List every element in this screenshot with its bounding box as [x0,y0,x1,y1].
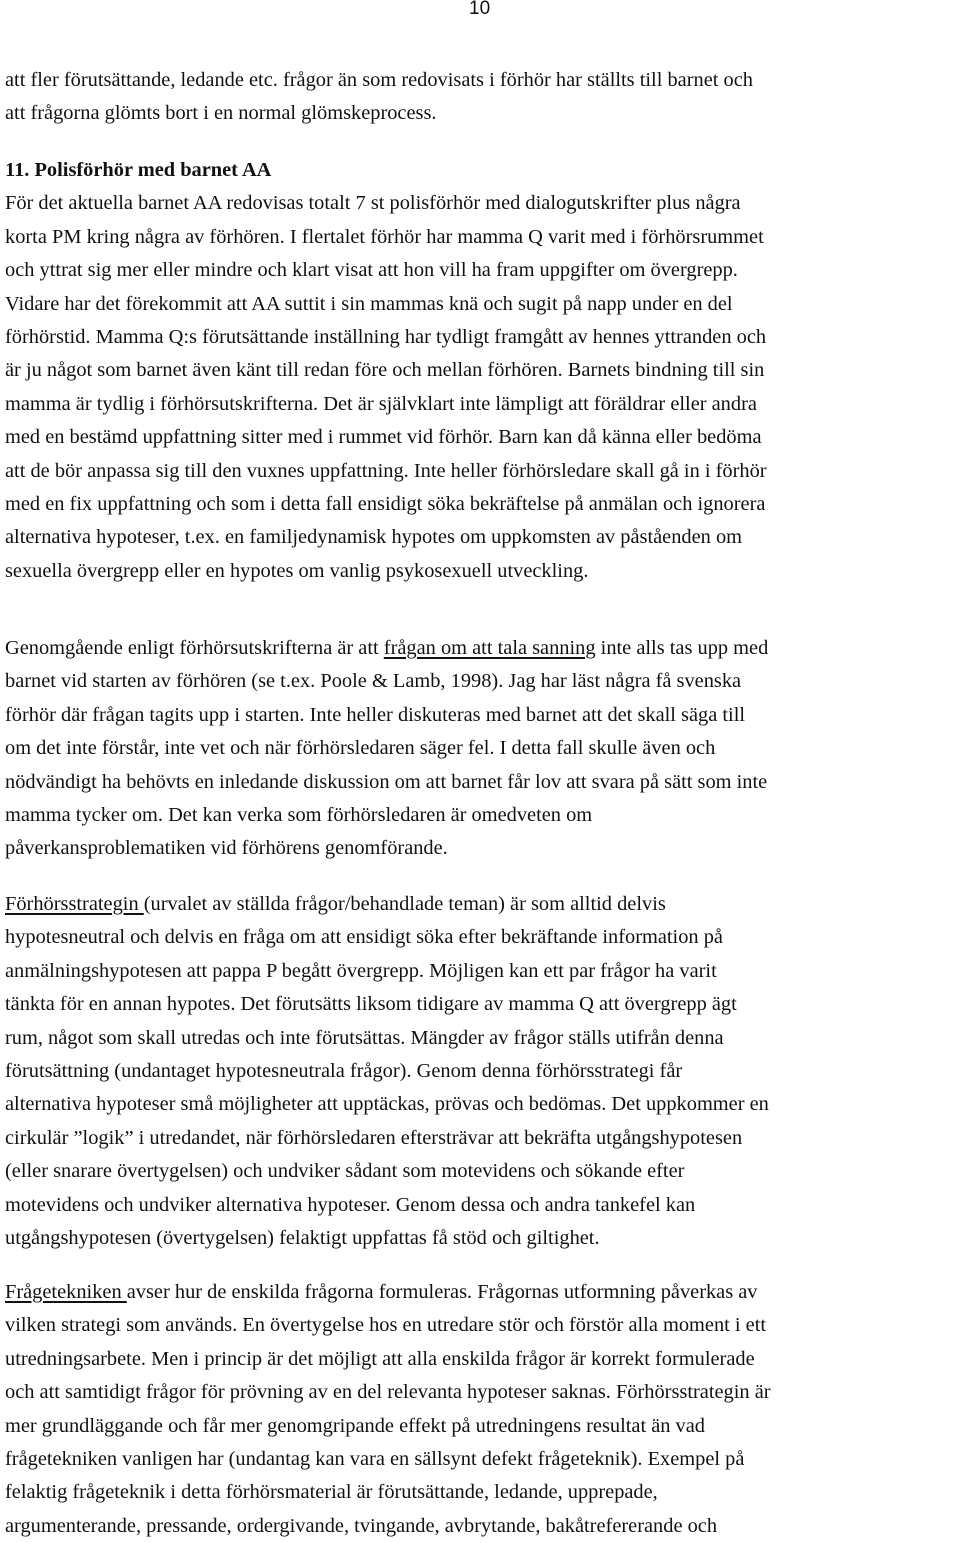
text-line: korta PM kring några av förhören. I flertalet förhör har mamma Q varit med i förhörsrummet [5,225,764,248]
section-11 [5,154,960,588]
page-number: 10 [469,0,491,19]
text-line: att de bör anpassa sig till den vuxnes uppfattning. Inte heller förhörsledare skall gå in i förhör [5,459,767,482]
text-line: påverkansproblematiken vid förhörens genomförande. [5,837,448,860]
text-segment: avser hur de enskilda frågorna formuleras. Frågornas utformning påverkas av [126,1281,758,1303]
text-line: tänkta för en annan hypotes. Det förutsätts liksom tidigare av mamma Q att övergrepp ägt [5,993,737,1016]
underlined-term: Frågetekniken [5,1281,127,1303]
text-line: hypotesneutral och delvis en fråga om att ensidigt söka efter bekräftande information på [5,926,723,949]
text-line: att frågorna glömts bort i en normal glömskeprocess. [5,102,437,125]
section-heading: 11. Polisförhör med barnet AA [5,159,272,181]
text-line [5,888,960,921]
text-line: mer grundläggande och får mer genomgripande effekt på utredningens resultat än vad [5,1414,706,1437]
text-line: cirkulär ”logik” i utredandet, när förhörsledaren eftersträvar att bekräfta utgångshypotesen [5,1126,743,1149]
text-segment: Genomgående enligt förhörsutskrifterna är att [5,637,384,659]
text-line [5,1276,960,1309]
text-line: alternativa hypoteser små möjligheter att upptäckas, prövas och bedömas. Det uppkommer en [5,1093,769,1116]
text-line: (eller snarare övertygelsen) och undviker sådant som motevidens och sökande efter [5,1160,685,1183]
text-line: utgångshypotesen (övertygelsen) felaktigt uppfattas få stöd och giltighet. [5,1227,600,1250]
text-line: barnet vid starten av förhören (se t.ex. Poole & Lamb, 1998). Jag har läst några få svenska [5,670,742,693]
text-line: Vidare har det förekommit att AA suttit i sin mammas knä och sugit på napp under en del [5,292,733,315]
intro-paragraph [5,64,960,131]
text-line [5,632,960,665]
text-segment: inte alls tas upp med [595,637,769,659]
text-line: rum, något som skall utredas och inte förutsättas. Mängder av frågor ställs utifrån denna [5,1026,724,1049]
text-line: alternativa hypoteser, t.ex. en familjedynamisk hypotes om uppkomsten av påståenden om [5,526,743,549]
paragraph-strategy [5,888,960,1255]
underlined-phrase: frågan om att tala sanning [383,637,596,659]
paragraph-technique [5,1276,960,1543]
text-line: anmälningshypotesen att pappa P begått övergrepp. Möjligen kan ett par frågor ha varit [5,959,717,982]
text-line: är ju något som barnet även känt till redan före och mellan förhören. Barnets bindning till sin [5,359,765,382]
text-line: mamma är tydlig i förhörsutskrifterna. Det är självklart inte lämpligt att föräldrar eller andra [5,392,757,415]
underlined-term: Förhörsstrategin [5,893,144,915]
text-line: förhörstid. Mamma Q:s förutsättande inställning har tydligt framgått av hennes yttranden och [5,326,767,349]
text-line: frågetekniken vanligen har (undantag kan vara en sällsynt defekt frågeteknik). Exempel på [5,1448,745,1471]
text-segment: (urvalet av ställda frågor/behandlade teman) är som alltid delvis [143,893,666,915]
text-line: förhör där frågan tagits upp i starten. Inte heller diskuteras med barnet att det skall säga till [5,703,746,726]
text-line: vilken strategi som används. En övertygelse hos en utredare stör och förstör alla moment i ett [5,1314,767,1337]
text-line: med en fix uppfattning och som i detta fall ensidigt söka bekräftelse på anmälan och ignorera [5,493,766,516]
text-line: nödvändigt ha behövts en inledande diskussion om att barnet får lov att svara på sätt som inte [5,770,768,793]
text-line: motevidens och undviker alternativa hypoteser. Genom dessa och andra tankefel kan [5,1193,696,1216]
text-line: och yttrat sig mer eller mindre och klart visat att hon vill ha fram uppgifter om övergrepp. [5,259,738,282]
text-line: För det aktuella barnet AA redovisas totalt 7 st polisförhör med dialogutskrifter plus några [5,192,741,215]
text-line: mamma tycker om. Det kan verka som förhörsledaren är omedveten om [5,804,593,827]
text-line: och att samtidigt frågor för prövning av en del relevanta hypoteser saknas. Förhörsstrategin är [5,1381,771,1404]
text-line: utredningsarbete. Men i princip är det möjligt att alla enskilda frågor är korrekt formulerade [5,1347,755,1370]
text-line: att fler förutsättande, ledande etc. frågor än som redovisats i förhör har ställts till barnet och [5,69,753,91]
text-line: med en bestämd uppfattning sitter med i rummet vid förhör. Barn kan då känna eller bedöma [5,426,762,449]
text-line: argumenterande, pressande, ordergivande, tvingande, avbrytande, bakåtrefererande och [5,1514,718,1537]
text-line: felaktig frågeteknik i detta förhörsmaterial är förutsättande, ledande, upprepade, [5,1481,658,1504]
text-line: förutsättning (undantaget hypotesneutrala frågor). Genom denna förhörsstrategi får [5,1060,683,1083]
paragraph-truth [5,632,960,866]
text-line: om det inte förstår, inte vet och när förhörsledaren säger fel. I detta fall skulle även och [5,737,716,760]
text-line: sexuella övergrepp eller en hypotes om vanlig psykosexuell utveckling. [5,559,589,582]
